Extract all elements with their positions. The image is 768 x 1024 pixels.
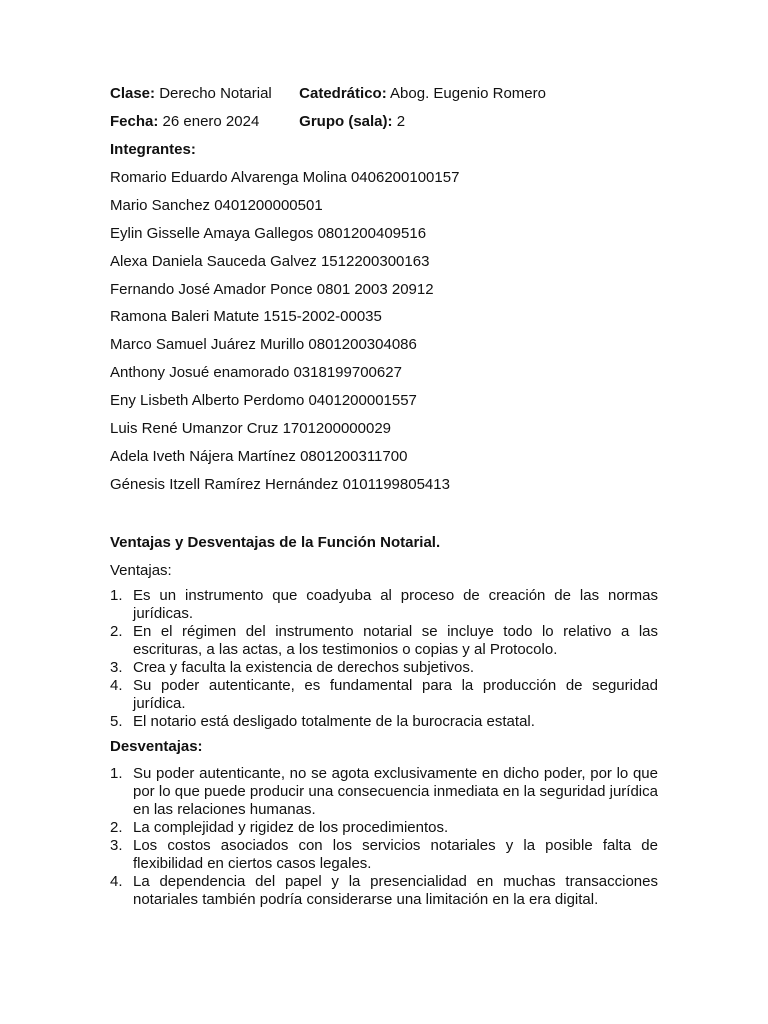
member-item: Eylin Gisselle Amaya Gallegos 0801200409516 [110, 224, 427, 242]
ventajas-title: Ventajas: [110, 561, 172, 579]
list-number: 3. [110, 658, 123, 676]
list-number: 1. [110, 586, 123, 604]
list-number: 4. [110, 676, 123, 694]
members-list [110, 168, 658, 503]
section-title: Ventajas y Desventajas de la Función Notarial. [110, 533, 441, 551]
catedratico-field [295, 85, 546, 102]
member-item: Fernando José Amador Ponce 0801 2003 20912 [110, 280, 434, 298]
desventajas-item [110, 819, 658, 837]
header-row-1 [110, 84, 658, 112]
clase-field [110, 84, 295, 104]
ventajas-item [110, 587, 658, 623]
desventajas-item [110, 765, 658, 819]
ventajas-item [110, 713, 658, 731]
member-item: Luis René Umanzor Cruz 1701200000029 [110, 420, 392, 438]
desventajas-item [110, 873, 658, 909]
member-item: Génesis Itzell Ramírez Hernández 0101199805413 [110, 475, 450, 493]
list-text: Crea y faculta la existencia de derechos subjetivos. [133, 658, 475, 676]
grupo-field [295, 113, 405, 130]
catedratico-label: Catedrático: [299, 85, 387, 102]
list-text: El notario está desligado totalmente de la burocracia estatal. [133, 712, 535, 730]
member-item: Anthony Josué enamorado 0318199700627 [110, 364, 402, 382]
member-item: Marco Samuel Juárez Murillo 0801200304086 [110, 336, 417, 354]
list-text: En el régimen del instrumento notarial se incluye todo lo relativo a las escrituras, a las actas, a los testimonios o copias y al Protocolo. [133, 622, 658, 658]
list-text: La dependencia del papel y la presencialidad en muchas transacciones notariales también podría considerarse una limitación en la era digital. [133, 872, 658, 908]
fecha-value: 26 enero 2024 [162, 113, 260, 130]
list-number: 4. [110, 872, 123, 890]
clase-value: Derecho Notarial [159, 85, 272, 102]
clase-label: Clase: [110, 85, 156, 102]
header-row-2 [110, 112, 658, 140]
member-item: Alexa Daniela Sauceda Galvez 1512200300163 [110, 252, 430, 270]
fecha-field [110, 112, 295, 132]
member-item: Romario Eduardo Alvarenga Molina 0406200100157 [110, 169, 460, 186]
desventajas-title: Desventajas: [110, 737, 203, 755]
list-number: 5. [110, 712, 123, 730]
list-text: Su poder autenticante, no se agota exclusivamente en dicho poder, por lo que por lo que puede producir una consecuencia inmediata en la seguridad jurídica en las relaciones humanas. [133, 764, 658, 818]
ventajas-item [110, 623, 658, 659]
list-text: Los costos asociados con los servicios notariales y la posible falta de flexibilidad en ciertos casos legales. [133, 836, 658, 872]
members-title: Integrantes: [110, 141, 196, 158]
list-text: Es un instrumento que coadyuba al proceso de creación de las normas jurídicas. [133, 586, 658, 622]
list-text: La complejidad y rigidez de los procedimientos. [133, 818, 449, 836]
list-number: 3. [110, 836, 123, 854]
catedratico-value: Abog. Eugenio Romero [390, 85, 546, 102]
grupo-label: Grupo (sala): [299, 113, 393, 130]
fecha-label: Fecha: [110, 113, 159, 130]
member-item: Adela Iveth Nájera Martínez 0801200311700 [110, 447, 408, 465]
list-number: 2. [110, 818, 123, 836]
ventajas-list [110, 587, 658, 731]
desventajas-item [110, 837, 658, 873]
member-item: Mario Sanchez 0401200000501 [110, 196, 323, 214]
desventajas-list [110, 765, 658, 909]
list-text: Su poder autenticante, es fundamental para la producción de seguridad jurídica. [133, 676, 658, 712]
list-number: 2. [110, 622, 123, 640]
member-item: Eny Lisbeth Alberto Perdomo 0401200001557 [110, 392, 417, 410]
ventajas-item [110, 659, 658, 677]
document-page [110, 84, 658, 909]
ventajas-item [110, 677, 658, 713]
list-number: 1. [110, 764, 123, 782]
member-item: Ramona Baleri Matute 1515-2002-00035 [110, 308, 382, 326]
grupo-value: 2 [396, 113, 406, 130]
